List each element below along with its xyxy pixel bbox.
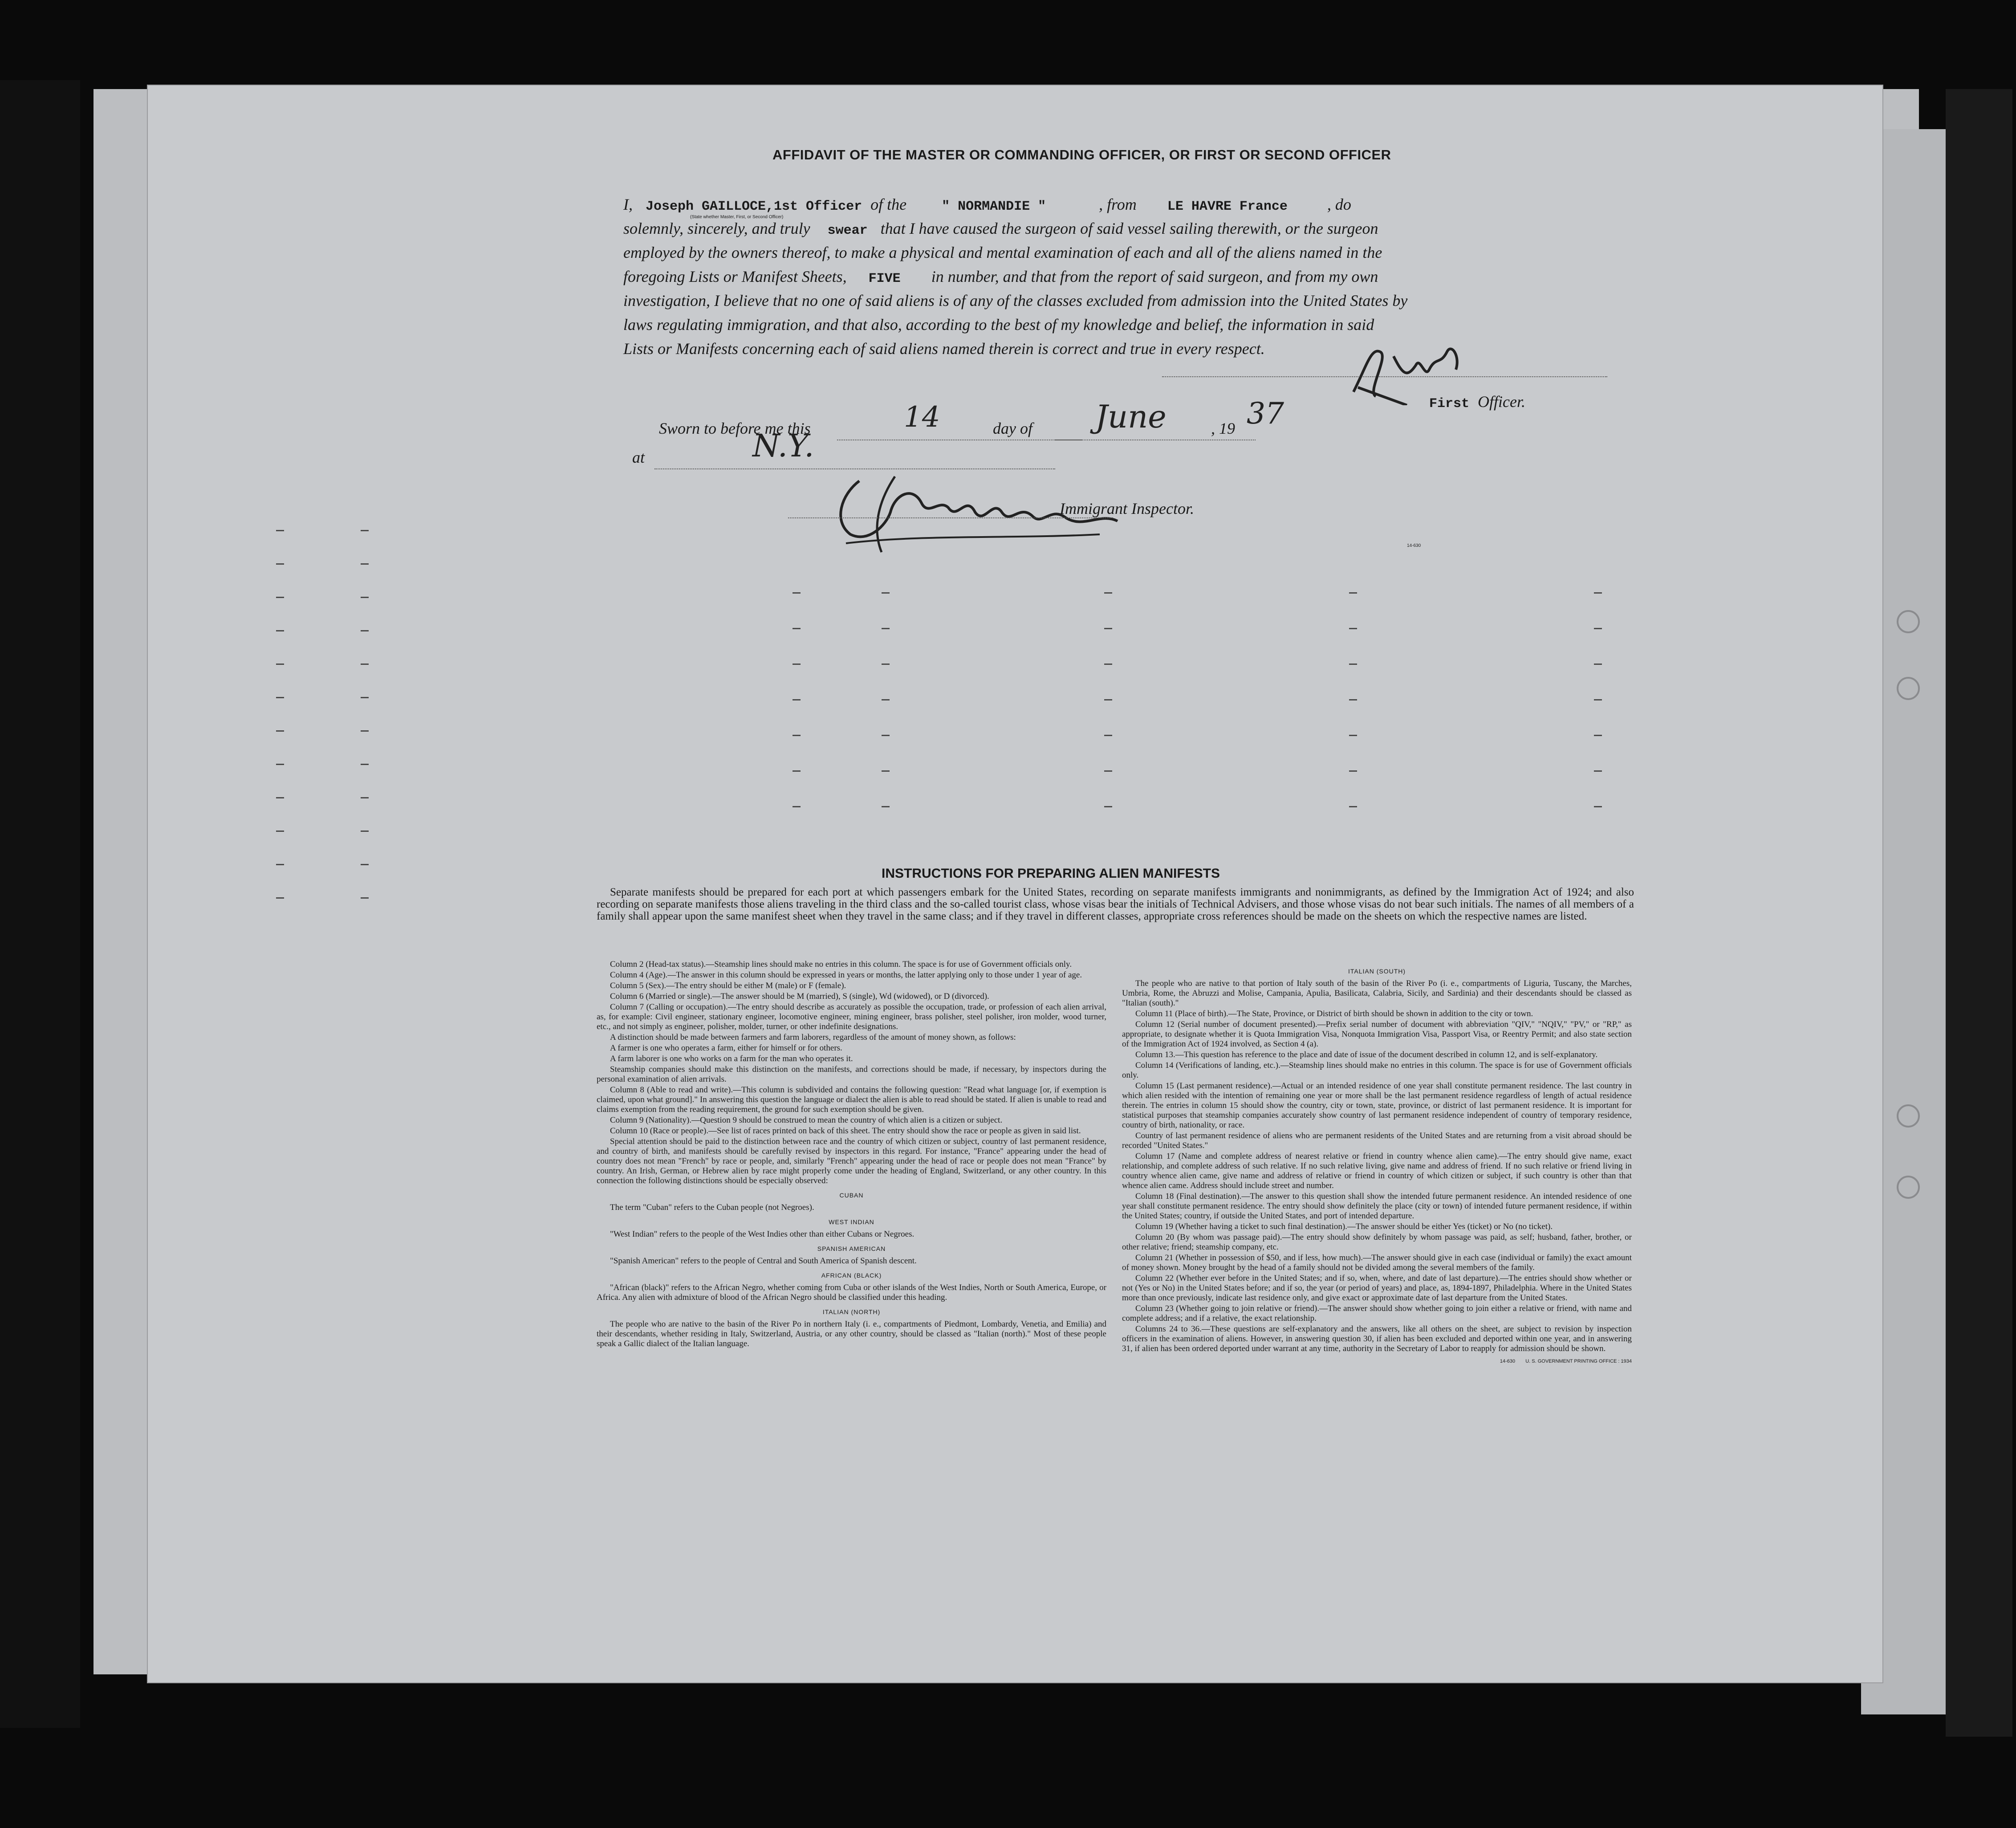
instruction-para: The people who are native to that portion of Italy south of the basin of the River Po (i. e., compartments of Liguria, Tuscany, the Marches, Umbria, Rome, the Abruzzi and Molise, Campania, Apulia, Basilicata, Calabria, Sicily, and Sardinia) and their descendants should be classed as "Italian (south)." [1122,979,1632,1008]
instruction-para: Column 17 (Name and complete address of nearest relative or friend in country whence alien came).—The entry should give name, exact relationship, and complete address of such relative. If no such relative living, give name and address of friend. If no such relative or friend living in country whence alien came, give name and address of relative or friend in country of which citizen or subject, if such country is other than that whence alien came. Address should include street and number. [1122,1152,1632,1190]
affidavit-line-7: Lists or Manifests concerning each of said aliens named therein is correct and true in every respect. [623,340,1265,358]
do-label: , do [1327,195,1351,213]
form-number: 14-630 [1407,543,1421,548]
affidavit-line-3: employed by the owners thereof, to make a physical and mental examination of each and all of the aliens named in the [623,244,1382,261]
sworn-place: N.Y. [752,427,814,464]
instruction-para: Column 20 (By whom was passage paid).—The entry should show definitely by whom passage was paid, as self; husband, father, brother, or other relative; friend; steamship company, etc. [1122,1233,1632,1252]
instruction-para: Column 7 (Calling or occupation).—The entry should describe as accurately as possible the occupation, trade, or profession of each alien arrival, as, for example: Civil engineer, stationary engineer, locomotive engineer, mining engineer, brass polisher, steel polisher, iron molder, wood turner, etc., and not simply as engineer, polisher, molder, turner, or other indefinite designations. [597,1002,1106,1031]
ship-name: " NORMANDIE " [942,199,1046,214]
inspector-label: Immigrant Inspector. [1060,500,1194,517]
punch-hole-ring [1897,1176,1920,1199]
instruction-para: Column 9 (Nationality).—Question 9 should be construed to mean the country of which alien is a citizen or subject. [610,1116,1003,1125]
heading-italian-north: ITALIAN (NORTH) [822,1308,881,1315]
instruction-para: Columns 24 to 36.—These questions are self-explanatory and the answers, like all others on the sheet, are subject to revision by inspection officers in the examination of aliens. However, in answering question 30, if alien has been excluded and deported within one year, and in answering 31, if alien has been ordered deported under warrant at any time, authority in the Secretary of Labor to reapply for admission should be shown. [1122,1324,1632,1353]
instructions-left-column [597,960,1106,1350]
instruction-para: Column 2 (Head-tax status).—Steamship lines should make no entries in this column. The space is for use of Government officials only. [610,960,1072,969]
instruction-para: "African (black)" refers to the African Negro, whether coming from Cuba or other islands of the West Indies, North or South America, Europe, or Africa. Any alien with admixture of blood of the African Negro should be classified under this heading. [597,1283,1106,1302]
heading-african: AFRICAN (BLACK) [821,1272,882,1279]
instruction-para: Country of last permanent residence of aliens who are permanent residents of the United States and are returning from a visit abroad should be recorded "United States." [1122,1131,1632,1150]
sworn-label: Sworn to before me this [659,419,811,437]
sworn-month: June [1095,399,1167,435]
instruction-para: Column 18 (Final destination).—The answer to this question shall show the intended future permanent residence. An intended residence of one year shall constitute permanent residence. The entry should show definitely the place (city or town) of intended future permanent residence, if within the United States; country, if outside the United States, and port of intended departure. [1122,1192,1632,1221]
instruction-para: A farm laborer is one who works on a farm for the man who operates it. [610,1054,853,1063]
at-label: at [632,448,645,466]
instruction-para: Column 15 (Last permanent residence).—Actual or an intended residence of one year shall constitute permanent residence. The last country in which alien resided with the intention of remaining one year or more shall be the last permanent residence regardless of length of actual residence therein. The entries in column 15 should show the country, city or town, state, province, or district of last permanent residence. It is important for statistical purposes that steamship companies accurately show country of last permanent residence independent of country of temporary residence, country of birth, nationality, or race. [1122,1081,1632,1130]
instruction-para: Column 5 (Sex).—The entry should be either M (male) or F (female). [610,981,846,990]
instruction-para: Column 11 (Place of birth).—The State, Province, or District of birth should be shown in addition to the city or town. [1135,1009,1533,1018]
heading-west-indian: WEST INDIAN [829,1218,874,1225]
instruction-para: Column 13.—This question has reference to the place and date of issue of the document described in column 12, and is self-explanatory. [1135,1050,1598,1059]
instruction-para: Column 6 (Married or single).—The answer should be M (married), S (single), Wd (widowed), or D (divorced). [610,992,989,1001]
instruction-para: Column 12 (Serial number of document presented).—Prefix serial number of document with abbreviation "QIV," "NQIV," "PV," or "RP," as appropriate, to designate whether it is Quota Immigration Visa, Nonquota Immigration Visa, Passport Visa, or Reentry Permit; and also state section of the Immigration Act of 1924 involved, as Section 4 (a). [1122,1020,1632,1049]
binding-shadow [0,80,80,1728]
officer-suffix: Officer. [1478,393,1525,411]
affidavit-line-6: laws regulating immigration, and that also, according to the best of my knowledge and belief, the information in said [623,316,1374,334]
heading-spanish-american: SPANISH AMERICAN [817,1245,886,1252]
sheet-count: FIVE [868,271,901,286]
affidavit-line-5: investigation, I believe that no one of said aliens is of any of the classes excluded from admission into the United States by [623,292,1408,309]
affidavit-line-2: solemnly, sincerely, and truly swear that I have caused the surgeon of said vessel sailing therewith, or the surgeon [623,220,1378,238]
instruction-para: Column 23 (Whether going to join relative or friend).—The answer should show whether going to join either a relative or friend, with name and complete address; and if a relative, the exact relationship. [1122,1304,1632,1323]
punch-hole-ring [1897,677,1920,700]
port-name: LE HAVRE France [1167,199,1288,214]
instruction-para: Column 8 (Able to read and write).—This column is subdivided and contains the following question: "Read what language [or, if exemption is claimed, upon what ground]." In answering this question the language or dialect the alien is able to read should be stated. If alien is unable to read and claims exemption from the reading requirement, the ground for such exemption should be given. [597,1085,1106,1114]
from-label: , from [1099,195,1137,213]
punch-hole-ring [1897,1104,1920,1128]
instruction-para: Column 14 (Verifications of landing, etc.).—Steamship lines should make no entries in this column. The space is for use of Government officials only. [1122,1061,1632,1080]
affidavit-title: AFFIDAVIT OF THE MASTER OR COMMANDING OFFICER, OR FIRST OR SECOND OFFICER [772,147,1391,163]
print-footer: 14-630 U. S. GOVERNMENT PRINTING OFFICE : 1934 [1500,1359,1632,1364]
sworn-day: 14 [904,401,940,434]
year-prefix: , 19 [1211,419,1235,437]
officer-title: First [1429,396,1470,411]
instruction-para: Column 10 (Race or people).—See list of races printed on back of this sheet. The entry should show the race or people as given in said list. [610,1126,1081,1136]
instruction-para: Steamship companies should make this distinction on the manifests, and corrections should be made, if necessary, by inspectors during the personal examination of alien arrivals. [597,1065,1106,1084]
instruction-para: Column 19 (Whether having a ticket to such final destination).—The answer should be either Yes (ticket) or No (no ticket). [1135,1222,1553,1231]
instruction-para: Column 4 (Age).—The answer in this column should be expressed in years or months, the latter applying only to those under 1 year of age. [610,970,1082,980]
heading-cuban: CUBAN [839,1192,864,1199]
pronoun: I, [623,195,633,213]
instructions-title: INSTRUCTIONS FOR PREPARING ALIEN MANIFESTS [882,866,1220,881]
sworn-year: 37 [1247,396,1284,431]
instruction-para: The people who are native to the basin of the River Po in northern Italy (i. e., compartments of Piedmont, Lombardy, Venetia, and Emilia) and their descendants, whether residing in Italy, Switzerland, Austria, or any other country, should be classed as "Italian (north)." Most of these people speak a Gallic dialect of the Italian language. [597,1319,1106,1348]
instruction-para: Column 21 (Whether in possession of $50, and if less, how much).—The answer should give in each case (individual or family) the exact amount of money shown. Money brought by the head of a family should not be divided among the several members of the family. [1122,1253,1632,1272]
oath-type: swear [827,223,868,238]
instruction-para: "Spanish American" refers to the people of Central and South America of Spanish descent. [610,1256,917,1266]
heading-italian-south: ITALIAN (SOUTH) [1348,968,1406,975]
instruction-para: Special attention should be paid to the distinction between race and the country of which citizen or subject, country of last permanent residence, and country of birth, and manifests should be carefully revised by inspectors in this regard. For instance, "France" appearing under the head of country does not mean "French" by race or people, and, similarly "French" appearing under the head of race or people does not mean "France" by country. An Irish, German, or Hebrew alien by race might properly come under the heading of England, Switzerland, or any other country. In this connection the following distinctions should be especially observed: [597,1137,1106,1185]
officer-rank-note: (State whether Master, First, or Second Officer) [690,215,784,220]
day-of-label: day of [993,419,1032,437]
underlying-sheet-far-right [1946,89,2012,1737]
instructions-right-column [1122,966,1632,1366]
punch-hole-ring [1897,610,1920,633]
instruction-para: A farmer is one who operates a farm, either for himself or for others. [610,1043,842,1053]
officer-title-line [1429,390,1525,416]
affidavit-line-4: foregoing Lists or Manifest Sheets, FIVE in number, and that from the report of said surgeon, and from my own [623,268,1378,286]
instruction-para: A distinction should be made between farmers and farm laborers, regardless of the amount of money shown, as follows: [610,1033,1016,1042]
instruction-para: "West Indian" refers to the people of the West Indies other than either Cubans or Negroes. [610,1230,915,1239]
of-the-label: of the [870,195,907,213]
instruction-para: Column 22 (Whether ever before in the United States; and if so, when, where, and date of last departure).—The entries should show whether or not (Yes or No) in the United States before; and if so, the year (or period of years) and place, as, 1894-1897, Philadelphia. Where in the United States more than once previously, indicate last residence only, and give exact or approximate date of last departure from the United States. [1122,1274,1632,1303]
instructions-intro: Separate manifests should be prepared for each port at which passengers embark for the United States, recording on separate manifests immigrants and nonimmigrants, as defined by the Immigration Act of 1924; and also recording on separate manifests those aliens traveling in the third class and the so-called tourist class, whose visas bear the initials of Technical Advisers, and those whose visas do not bear such initials. The names of all members of a family shall appear upon the same manifest sheet when they travel in the same class; and if they travel in different classes, appropriate cross references should be made on the sheets on which the respective names are listed. [597,886,1634,922]
manifest-sheet [147,85,1883,1683]
instruction-para: The term "Cuban" refers to the Cuban people (not Negroes). [610,1203,814,1212]
officer-name: Joseph GAILLOCE,1st Officer [646,199,862,214]
